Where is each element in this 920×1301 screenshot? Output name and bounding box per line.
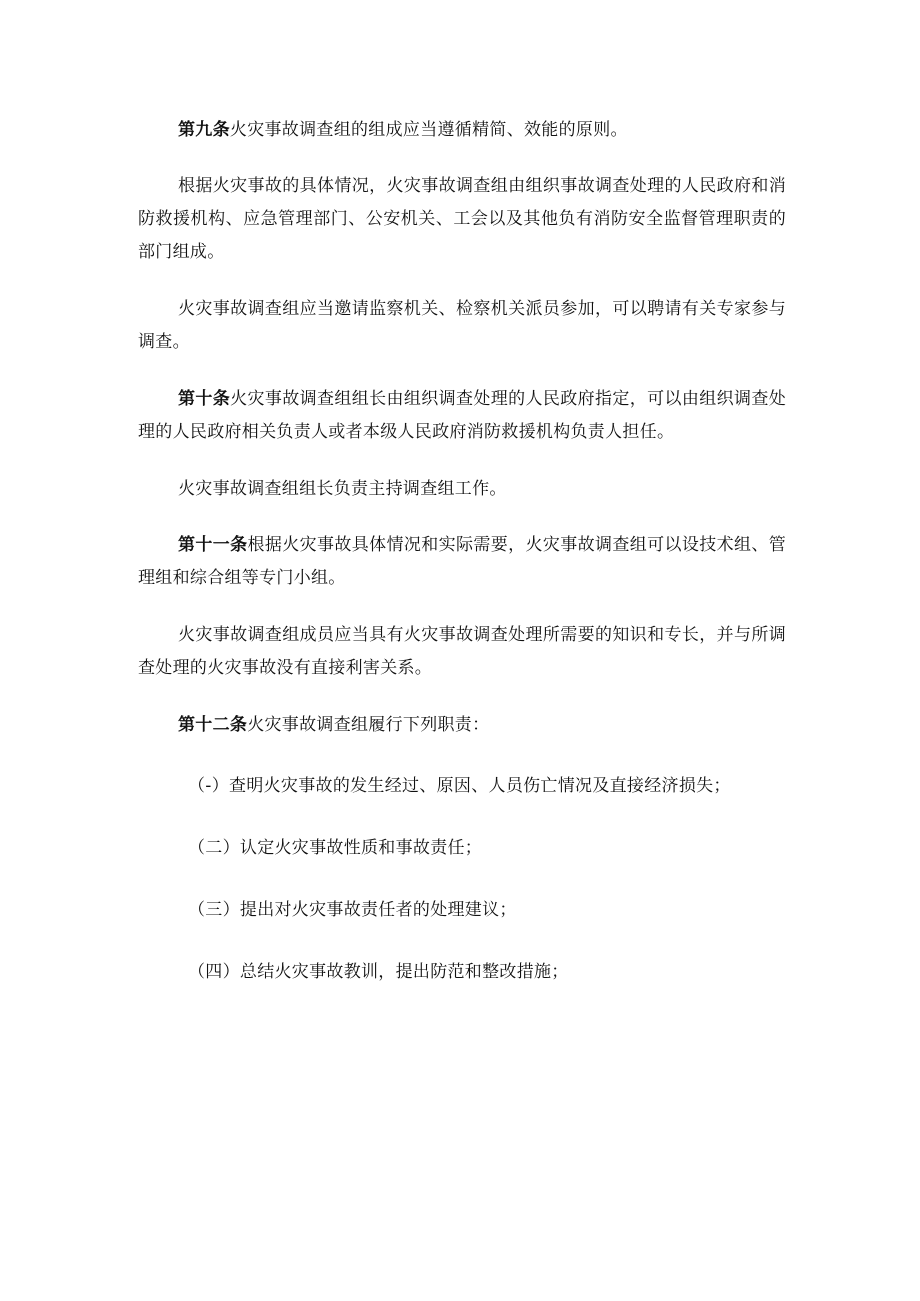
paragraph-text: 根据火灾事故具体情况和实际需要，火灾事故调查组可以设技术组、管理组和综合组等专门小组。 (138, 535, 786, 588)
paragraph-text: 火灾事故调查组组长负责主持调查组工作。 (178, 479, 507, 499)
body-paragraph (138, 170, 786, 269)
duty-list-item (138, 832, 786, 865)
list-item: （二）认定火灾事故性质和事故责任； (188, 838, 483, 858)
paragraph-text: 火灾事故调查组成员应当具有火灾事故调查处理所需要的知识和专长，并与所调查处理的火灾事故没有直接利害关系。 (138, 625, 786, 678)
body-paragraph (138, 473, 786, 506)
paragraph-text: 火灾事故调查组应当邀请监察机关、检察机关派员参加，可以聘请有关专家参与调查。 (138, 299, 786, 352)
paragraph-text: 火灾事故调查组组长由组织调查处理的人民政府指定，可以由组织调查处理的人民政府相关负责人或者本级人民政府消防救援机构负责人担任。 (138, 389, 786, 442)
list-item: （四）总结火灾事故教训，提出防范和整改措施； (188, 962, 569, 982)
article-9-paragraph (138, 114, 786, 147)
body-paragraph (138, 619, 786, 685)
paragraph-text: 根据火灾事故的具体情况，火灾事故调查组由组织事故调查处理的人民政府和消防救援机构、应急管理部门、公安机关、工会以及其他负有消防安全监督管理职责的部门组成。 (138, 176, 786, 262)
article-12-paragraph (138, 709, 786, 742)
duty-list-item (138, 770, 786, 803)
paragraph-text: 火灾事故调查组履行下列职责： (247, 715, 490, 735)
duty-list-item (138, 956, 786, 989)
article-heading: 第十条 (178, 389, 231, 409)
duty-list-item (138, 894, 786, 927)
article-heading: 第十一条 (178, 535, 248, 555)
list-item: （三）提出对火灾事故责任者的处理建议； (188, 900, 517, 920)
article-heading: 第十二条 (178, 715, 248, 735)
paragraph-text: 火灾事故调查组的组成应当遵循精简、效能的原则。 (229, 120, 628, 140)
article-11-paragraph (138, 529, 786, 595)
article-heading: 第九条 (178, 120, 230, 140)
article-10-paragraph (138, 383, 786, 449)
body-paragraph (138, 293, 786, 359)
list-item: （-）查明火灾事故的发生经过、原因、人员伤亡情况及直接经济损失； (188, 776, 731, 796)
